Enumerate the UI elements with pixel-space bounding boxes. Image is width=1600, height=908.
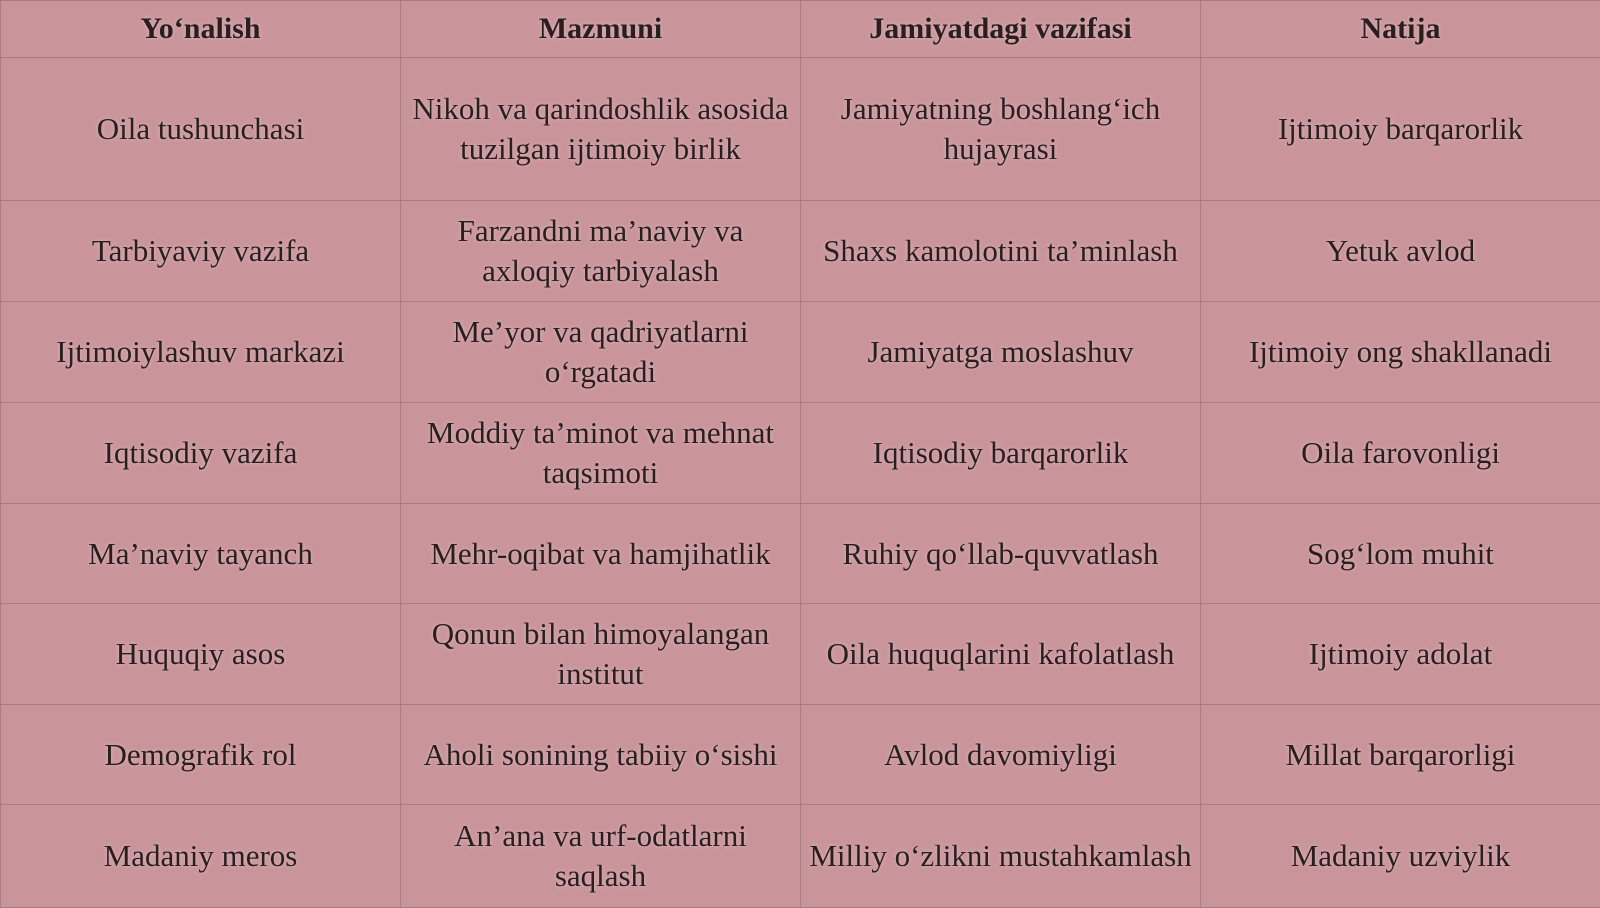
table-cell: Qonun bilan himoyalangan institut (401, 604, 801, 705)
table-cell: Moddiy ta’minot va mehnat taqsimoti (401, 403, 801, 504)
table-cell: An’ana va urf-odatlarni saqlash (401, 805, 801, 908)
table-cell: Farzandni ma’naviy va axloqiy tarbiyalash (401, 201, 801, 302)
table-cell: Tarbiyaviy vazifa (1, 201, 401, 302)
table-cell: Jamiyatning boshlang‘ich hujayrasi (801, 58, 1201, 201)
table-row (1, 805, 1600, 908)
header-content: Mazmuni (401, 1, 801, 58)
table-cell: Madaniy uzviylik (1201, 805, 1600, 908)
table-row (1, 403, 1600, 504)
table-cell: Ijtimoiy adolat (1201, 604, 1600, 705)
table-row (1, 504, 1600, 604)
table-cell: Huquqiy asos (1, 604, 401, 705)
table-row (1, 58, 1600, 201)
table-cell: Oila huquqlarini kafolatlash (801, 604, 1201, 705)
header-direction: Yo‘nalish (1, 1, 401, 58)
table-cell: Oila farovonligi (1201, 403, 1600, 504)
table-row (1, 302, 1600, 403)
table-row (1, 705, 1600, 805)
table-cell: Ma’naviy tayanch (1, 504, 401, 604)
table-cell: Mehr-oqibat va hamjihatlik (401, 504, 801, 604)
table-cell: Jamiyatga moslashuv (801, 302, 1201, 403)
table-cell: Aholi sonining tabiiy o‘sishi (401, 705, 801, 805)
table-cell: Avlod davomiyligi (801, 705, 1201, 805)
table-cell: Sog‘lom muhit (1201, 504, 1600, 604)
table-cell: Ijtimoiy barqarorlik (1201, 58, 1600, 201)
table-cell: Milliy o‘zlikni mustahkamlash (801, 805, 1201, 908)
header-social-role: Jamiyatdagi vazifasi (801, 1, 1201, 58)
table-cell: Iqtisodiy barqarorlik (801, 403, 1201, 504)
table-cell: Millat barqarorligi (1201, 705, 1600, 805)
table-cell: Ijtimoiylashuv markazi (1, 302, 401, 403)
table-header-row (1, 1, 1600, 58)
table-cell: Ijtimoiy ong shakllanadi (1201, 302, 1600, 403)
table-cell: Me’yor va qadriyatlarni o‘rgatadi (401, 302, 801, 403)
table-row (1, 604, 1600, 705)
table-cell: Madaniy meros (1, 805, 401, 908)
header-result: Natija (1201, 1, 1600, 58)
table-cell: Shaxs kamolotini ta’minlash (801, 201, 1201, 302)
table-cell: Yetuk avlod (1201, 201, 1600, 302)
table-cell: Nikoh va qarindoshlik asosida tuzilgan ijtimoiy birlik (401, 58, 801, 201)
table-cell: Iqtisodiy vazifa (1, 403, 401, 504)
table-cell: Oila tushunchasi (1, 58, 401, 201)
table-cell: Demografik rol (1, 705, 401, 805)
table-row (1, 201, 1600, 302)
table-cell: Ruhiy qo‘llab-quvvatlash (801, 504, 1201, 604)
